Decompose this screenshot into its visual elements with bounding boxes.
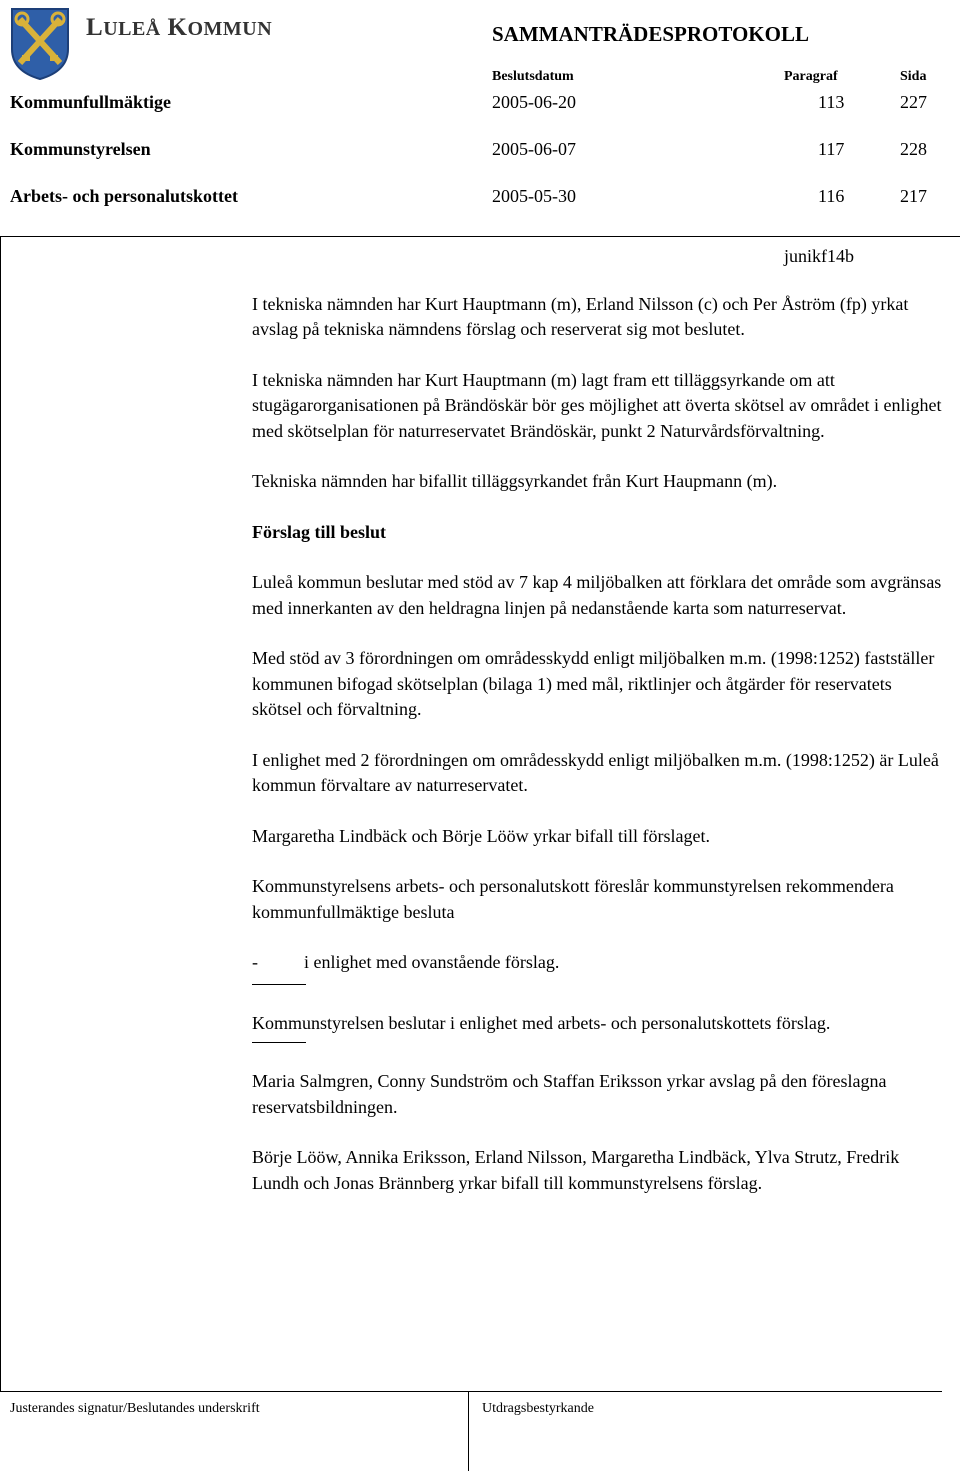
dash-item-text: i enlighet med ovanstående förslag. [304, 952, 560, 972]
paragraph: Margaretha Lindbäck och Börje Lööw yrkar bifall till förslaget. [252, 825, 711, 846]
document-body [252, 244, 942, 1196]
org-initial-2: K [167, 14, 188, 41]
paragraph: Kommunstyrelsens arbets- och personalutskott föreslår kommunstyrelsen rekommendera kommunfullmäktige besluta [252, 876, 894, 922]
reference-code: junikf14b [784, 246, 854, 266]
meeting-paragraph: 113 [818, 92, 845, 112]
header-divider [0, 236, 960, 237]
signature-label: Justerandes signatur/Beslutandes underskrift [10, 1401, 260, 1416]
extract-certification-label: Utdragsbestyrkande [482, 1401, 594, 1416]
org-initial-1: L [86, 14, 104, 41]
meeting-paragraph: 116 [818, 186, 845, 206]
paragraph: Med stöd av 3 förordningen om områdesskydd enligt miljöbalken m.m. (1998:1252) fastställer kommunen bifogad skötselplan (bilaga 1) med mål, riktlinjer och åtgärder för reservatets skötsel och förvaltning. [252, 648, 935, 719]
paragraph: I enlighet med 2 förordningen om områdesskydd enligt miljöbalken m.m. (1998:1252) är Luleå kommun förvaltare av naturreservatet. [252, 749, 939, 795]
meeting-date: 2005-06-07 [492, 139, 576, 159]
paragraph: I tekniska nämnden har Kurt Hauptmann (m), Erland Nilsson (c) och Per Åström (fp) yrkat avslag på tekniska nämndens förslag och reserverat sig mot beslutet. [252, 293, 909, 339]
org-rest-2: OMMUN [187, 18, 273, 40]
organization-name [86, 14, 272, 42]
document-type-title: SAMMANTRÄDESPROTOKOLL [492, 22, 809, 46]
meeting-row [0, 139, 960, 163]
coat-of-arms-logo [10, 5, 70, 81]
paragraph: I tekniska nämnden har Kurt Hauptmann (m) lagt fram ett tilläggsyrkande om att stugägarorganisationen på Brändöskär bör ges möjlighet att överta skötsel av området i enlighet med skötselplan för naturreservatet Brändöskär, punkt 2 Naturvårdsförvaltning. [252, 369, 942, 441]
meeting-date: 2005-06-20 [492, 92, 576, 112]
paragraph: Börje Lööw, Annika Eriksson, Erland Nilsson, Margaretha Lindbäck, Ylva Strutz, Fredrik Lundh och Jonas Brännberg yrkar bifall till kommunstyrelsens förslag. [252, 1147, 900, 1193]
footer-divider [0, 1391, 942, 1392]
paragraph: Tekniska nämnden har bifallit tilläggsyrkandet från Kurt Haupmann (m). [252, 471, 778, 491]
section-heading: Förslag till beslut [252, 521, 386, 542]
column-header-paragraph: Paragraf [784, 69, 838, 84]
meeting-page: 227 [900, 92, 927, 112]
dash-list-item [252, 950, 942, 976]
meeting-page: 217 [900, 186, 927, 206]
meeting-row [0, 92, 960, 116]
column-header-page: Sida [900, 69, 927, 84]
paragraph: Luleå kommun beslutar med stöd av 7 kap 4 miljöbalken att förklara det område som avgränsas med innerkanten av den heldragna linjen på nedanstående karta som naturreservat. [252, 572, 942, 618]
org-rest-1: ULEÅ [103, 18, 161, 40]
meeting-body: Kommunfullmäktige [10, 92, 172, 112]
meeting-body: Arbets- och personalutskottet [10, 186, 238, 206]
column-header-date: Beslutsdatum [492, 69, 574, 84]
meeting-page: 228 [900, 139, 927, 159]
footer-column-divider [468, 1391, 469, 1471]
meeting-row [0, 186, 960, 210]
meeting-body: Kommunstyrelsen [10, 139, 151, 159]
left-margin-line [0, 236, 1, 1392]
separator-rule [252, 984, 306, 985]
dash-marker: - [252, 952, 258, 972]
paragraph: Kommunstyrelsen beslutar i enlighet med arbets- och personalutskottets förslag. [252, 1012, 831, 1033]
separator-rule [252, 1042, 306, 1043]
meeting-paragraph: 117 [818, 139, 845, 159]
paragraph: Maria Salmgren, Conny Sundström och Staffan Eriksson yrkar avslag på den föreslagna reservatsbildningen. [252, 1071, 887, 1117]
meeting-date: 2005-05-30 [492, 186, 576, 206]
